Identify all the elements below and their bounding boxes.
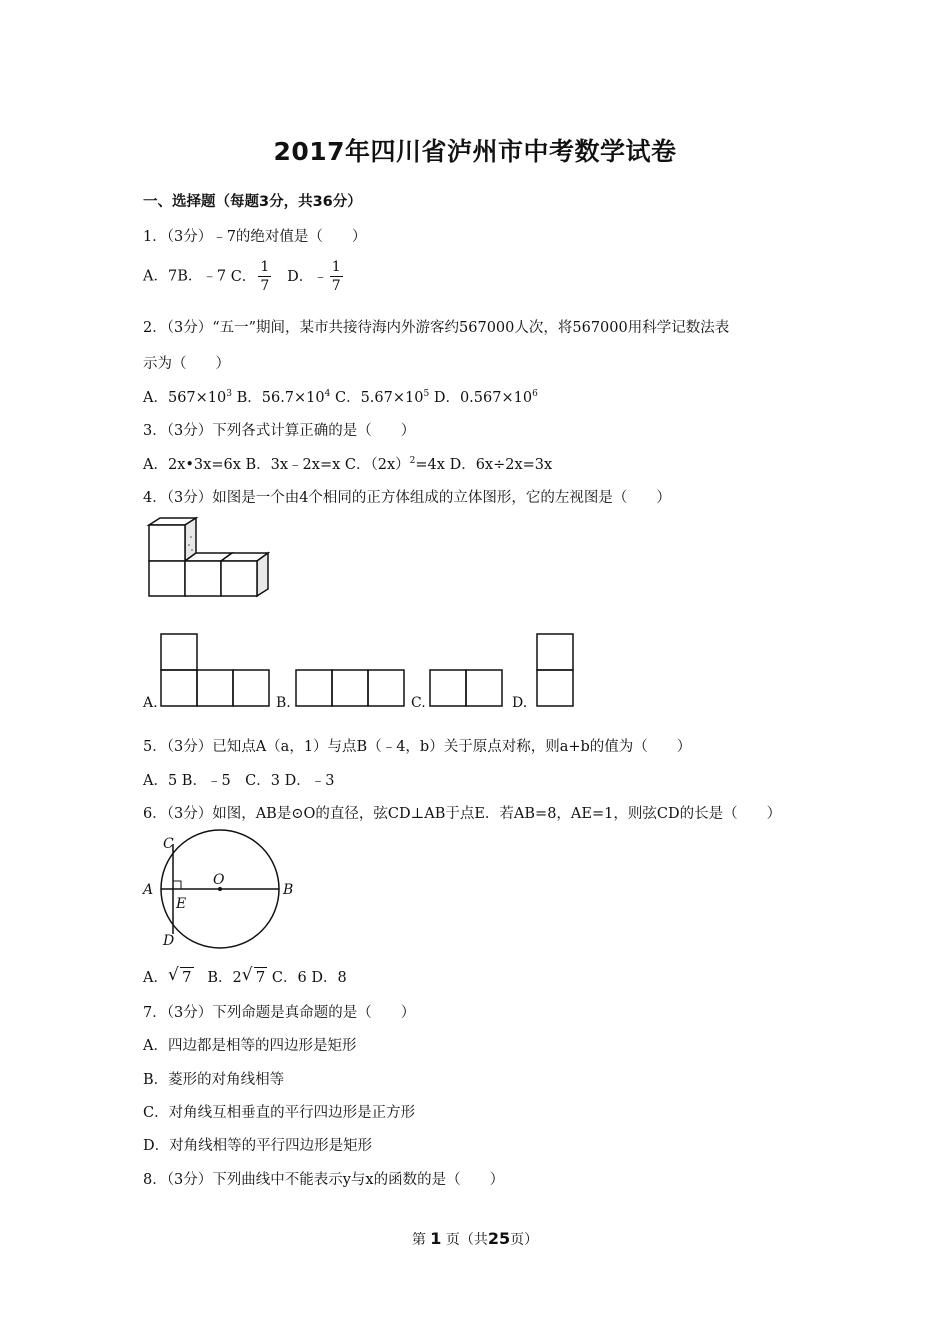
q6-option-a: A． √ 7 xyxy=(143,965,192,986)
q1-option-b: B．﹣7 xyxy=(177,268,227,285)
q1-option-a: A．7 xyxy=(143,268,178,285)
q2-option-a: A．$567\times 10^3$ xyxy=(143,389,232,406)
q4-option-c-label: C. xyxy=(411,695,426,711)
question-5-stem: 5．（3分）已知点A（a，1）与点B（﹣4，b）关于原点对称，则a+b的值为（ ） xyxy=(143,739,692,755)
q4-option-d-figure xyxy=(536,633,576,709)
q4-option-a-label: A. xyxy=(143,695,158,711)
point-e-label: E xyxy=(176,896,187,912)
q3-option-c: C．$(2x)^2=4x$ xyxy=(344,456,445,473)
question-8-stem: 8．（3分）下列曲线中不能表示y与x的函数的是（ ） xyxy=(143,1172,505,1188)
point-d-label: D xyxy=(163,933,175,949)
q6-circle-figure xyxy=(141,826,301,951)
q4-option-b-figure xyxy=(295,669,407,709)
q4-option-a-figure xyxy=(160,633,272,709)
q3-option-d: D．6x÷2x=3x xyxy=(449,457,553,473)
q7-option-c: C．对角线互相垂直的平行四边形是正方形 xyxy=(143,1105,416,1121)
q1-option-c: C． $\frac{1}{7}$ xyxy=(230,259,270,294)
q2-option-c: C．$5.67\times 10^5$ xyxy=(334,389,430,406)
q4-option-b-label: B. xyxy=(276,695,291,711)
q4-option-c-figure xyxy=(429,669,505,709)
page-number: 1 xyxy=(430,1229,442,1248)
question-7-stem: 7．（3分）下列命题是真命题的是（ ） xyxy=(143,1005,416,1021)
point-o-label: O xyxy=(213,872,225,888)
point-a-label: A xyxy=(143,882,154,898)
q1-option-d: D．﹣ $\frac{1}{7}$ xyxy=(287,259,341,294)
page-title: 2017年四川省泸州市中考数学试卷 xyxy=(273,137,677,166)
question-2-stem-line1: 2．（3分）“五一”期间，某市共接待海内外游客约567000人次，将567000用科学记数法表 xyxy=(143,320,730,336)
q6-option-b: B．2 √ 7 xyxy=(207,965,266,986)
question-6-options xyxy=(143,966,347,987)
section-heading: 一、选择题（每题3分，共36分） xyxy=(143,194,362,210)
question-2-options xyxy=(143,386,538,407)
q4-option-d-label: D. xyxy=(512,695,528,711)
q2-option-b: B．$56.7\times 10^4$ xyxy=(236,389,331,406)
q7-option-d: D．对角线相等的平行四边形是矩形 xyxy=(143,1138,373,1154)
question-3-stem: 3．（3分）下列各式计算正确的是（ ） xyxy=(143,423,416,439)
question-3-options xyxy=(143,453,552,474)
question-4-stem: 4．（3分）如图是一个由4个相同的正方体组成的立体图形，它的左视图是（ ） xyxy=(143,490,671,506)
total-pages: 25 xyxy=(487,1229,511,1248)
question-1-stem: 1．（3分）﹣7的绝对值是（ ） xyxy=(143,229,367,245)
question-5-options: A．5 B．﹣5 C．3 D．﹣3 xyxy=(143,773,335,789)
point-b-label: B xyxy=(283,882,294,898)
q7-option-a: A．四边都是相等的四边形是矩形 xyxy=(143,1038,357,1054)
q6-option-cd: C．6 D．8 xyxy=(271,970,347,986)
q7-option-b: B．菱形的对角线相等 xyxy=(143,1072,285,1088)
q2-option-d: D．$0.567\times 10^6$ xyxy=(433,389,538,406)
page-footer: 第 1 页（共25页） xyxy=(411,1229,539,1248)
question-2-stem-line2: 示为（ ） xyxy=(143,356,230,372)
question-6-stem: 6．（3分）如图，AB是⊙O的直径，弦CD⊥AB于点E．若AB=8，AE=1，则弦CD的长是（ ） xyxy=(143,806,782,822)
q3-option-b: B．3x﹣2x=x xyxy=(245,457,341,473)
point-c-label: C xyxy=(163,836,174,852)
q4-solid-figure xyxy=(143,515,278,600)
question-1-options xyxy=(143,258,345,295)
q3-option-a: A．2x•3x=6x xyxy=(143,457,241,473)
